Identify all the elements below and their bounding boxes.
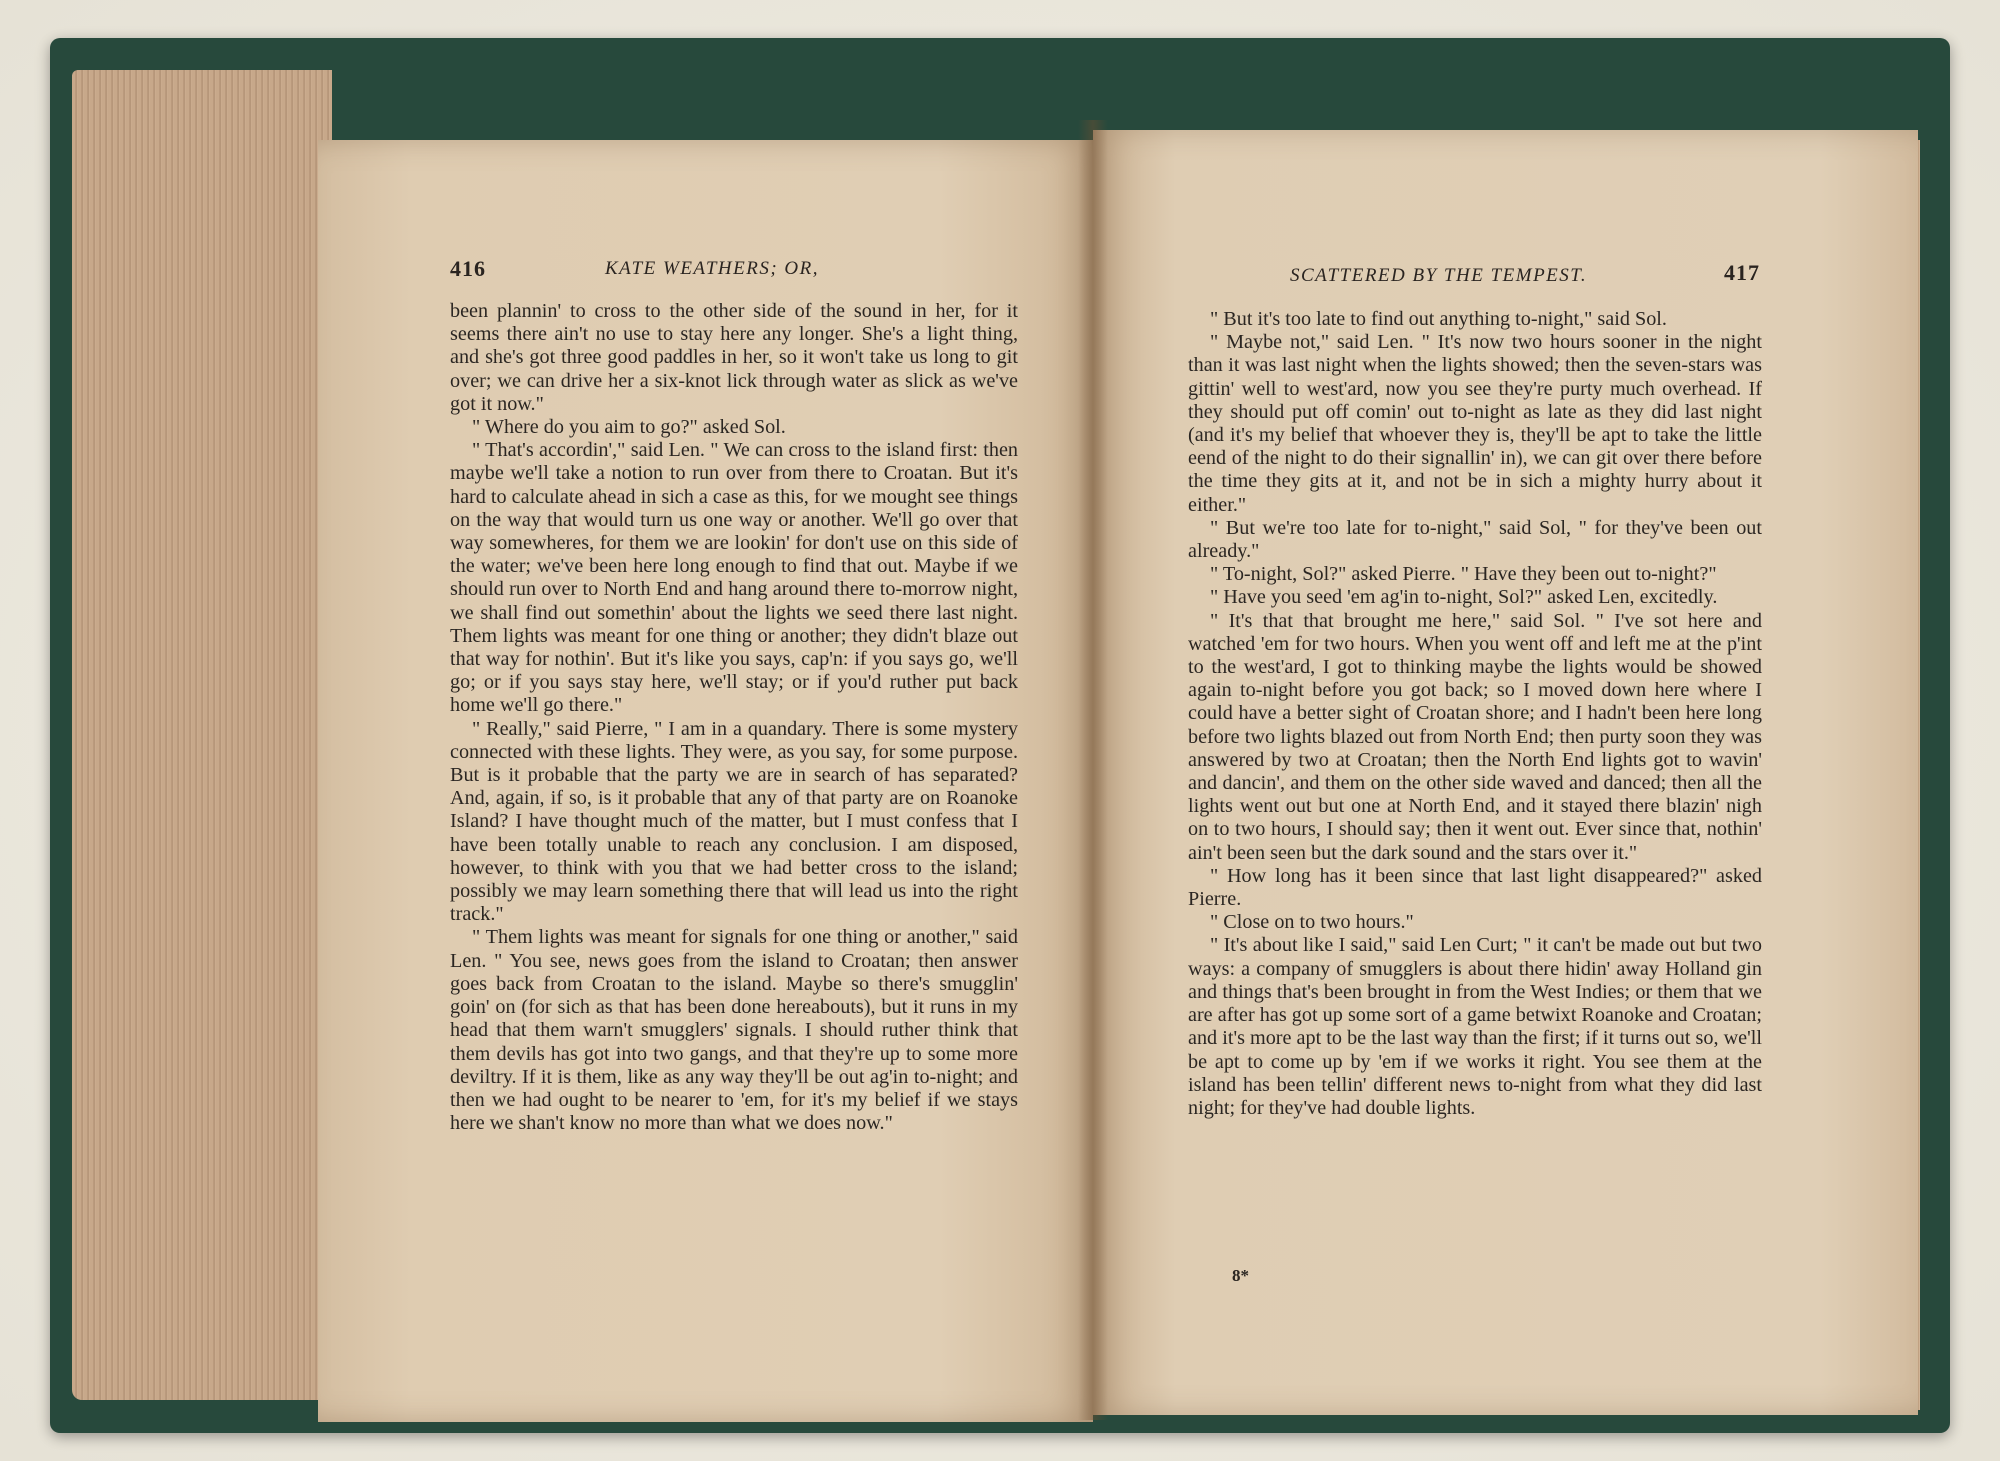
paragraph: " Have you seed 'em ag'in to-night, Sol?" asked Len, excitedly. (1210, 586, 1718, 609)
paragraph: " Them lights was meant for signals for one thing or another," said Len. " You see, news goes from the island to Croatan; then answer goes back from Croatan to the island. Maybe so there's smugglin' goin' on (for sich as that has been done hereabouts), but it runs in my head that them warn't smugglers' signals. I should ruther think that them devils has got into two gangs, and that they're up to some more deviltry. If it is them, like as any way they'll be out ag'in to-night; and then we had ought to be nearer to 'em, for it's my belief if we stays here we shan't know no more than what we does now." (450, 926, 1018, 1135)
page-edges-left (72, 70, 332, 1400)
paragraph: " That's accordin'," said Len. " We can cross to the island first: then maybe we'll take a notion to run over from there to Croatan. But it's hard to calculate ahead in sich a case as this, for we mought see things on the way that would turn us one way or another. We'll go over that way somewheres, for them we are lookin' for don't use on this side of the water; we've been here long enough to find that out. Maybe if we should run over to North End and hang around there to-morrow night, we shall find out somethin' about the lights we seed there last night. Them lights was meant for one thing or another; they didn't blaze out that way for nothin'. But it's like you says, cap'n: if you says go, we'll go; or if you says stay here, we'll stay; or if you'd ruther put back home we'll go there." (450, 439, 1018, 717)
right-page-number: 417 (1724, 260, 1760, 285)
right-page-text (1188, 308, 1762, 1120)
paragraph: " How long has it been since that last light disappeared?" asked Pierre. (1188, 864, 1762, 911)
right-running-title: SCATTERED BY THE TEMPEST. (1290, 265, 1588, 286)
paragraph: " To-night, Sol?" asked Pierre. " Have they been out to-night?" (1210, 563, 1717, 586)
paragraph: " It's that that brought me here," said Sol. " I've sot here and watched 'em for two hours. When you went off and left me at the p'int to the west'ard, I got to thinking maybe the lights would be showed again to-night before you got back; so I moved down here where I could have a better sight of Croatan shore; and I hadn't been here long before two lights blazed out from North End; then purty soon they was answered by two at Croatan; then the North End lights got to wavin' and dancin', and them on the other side waved and danced; then all the lights went out but one at North End, and it stayed there blazin' nigh on to two hours, I should say; then it went out. Ever since that, nothin' ain't been seen but the dark sound and the stars over it." (1188, 609, 1762, 864)
paragraph: " But it's too late to find out anything to-night," said Sol. (1210, 308, 1667, 330)
paragraph: " It's about like I said," said Len Curt; " it can't be made out but two ways: a company of smugglers is about there hidin' away Holland gin and things that's been brought in from the West Indies; or them that we are after has got up some sort of a game betwixt Roanoke and Croatan; and it's more apt to be the last way than the first; if it turns out so, we'll be apt to come up by 'em if we works it right. You see them at the island has been tellin' different news to-night from what they did last night; for they've had double lights. (1188, 934, 1762, 1119)
left-page-text (450, 300, 1018, 1135)
signature-mark: 8* (1232, 1266, 1249, 1285)
paragraph: " But we're too late for to-night," said Sol, " for they've been out already." (1188, 516, 1762, 563)
left-running-head (450, 256, 1010, 282)
book-gutter (1078, 120, 1108, 1420)
paragraph: been plannin' to cross to the other side of the sound in her, for it seems there ain't no use to stay here any longer. She's a light thing, and she's got three good paddles in her, so it won't take us long to git over; we can drive her a six-knot lick through water as slick as we've got it now." (450, 300, 1018, 415)
paragraph: " Really," said Pierre, " I am in a quandary. There is some mystery connected with these lights. They were, as you say, for some purpose. But is it probable that the party we are in search of has separated? And, again, if so, is it probable that any of that party are on Roanoke Island? I have thought much of the matter, but I must confess that I have been totally unable to reach any conclusion. I am disposed, however, to think with you that we had better cross to the island; possibly we may learn something there that will lead us into the right track." (450, 717, 1018, 926)
right-running-head (1290, 262, 1760, 287)
paragraph: " Maybe not," said Len. " It's now two hours sooner in the night than it was last night when the lights showed; then the seven-stars was gittin' well to west'ard, now you see they're purty much overhead. If they should put off comin' out to-night as late as they did last night (and it's my belief that whoever they is, they'll be apt to take the little eend of the night to do their signallin' in), we can git over there before the time they gits at it, and not be in sich a mighty hurry about it either." (1188, 331, 1762, 516)
book-cover-top (1090, 92, 1950, 132)
left-page-number: 416 (450, 256, 486, 281)
paragraph: " Where do you aim to go?" asked Sol. (472, 416, 786, 439)
paragraph: " Close on to two hours." (1210, 911, 1414, 934)
left-running-title: KATE WEATHERS; OR, (605, 258, 819, 279)
